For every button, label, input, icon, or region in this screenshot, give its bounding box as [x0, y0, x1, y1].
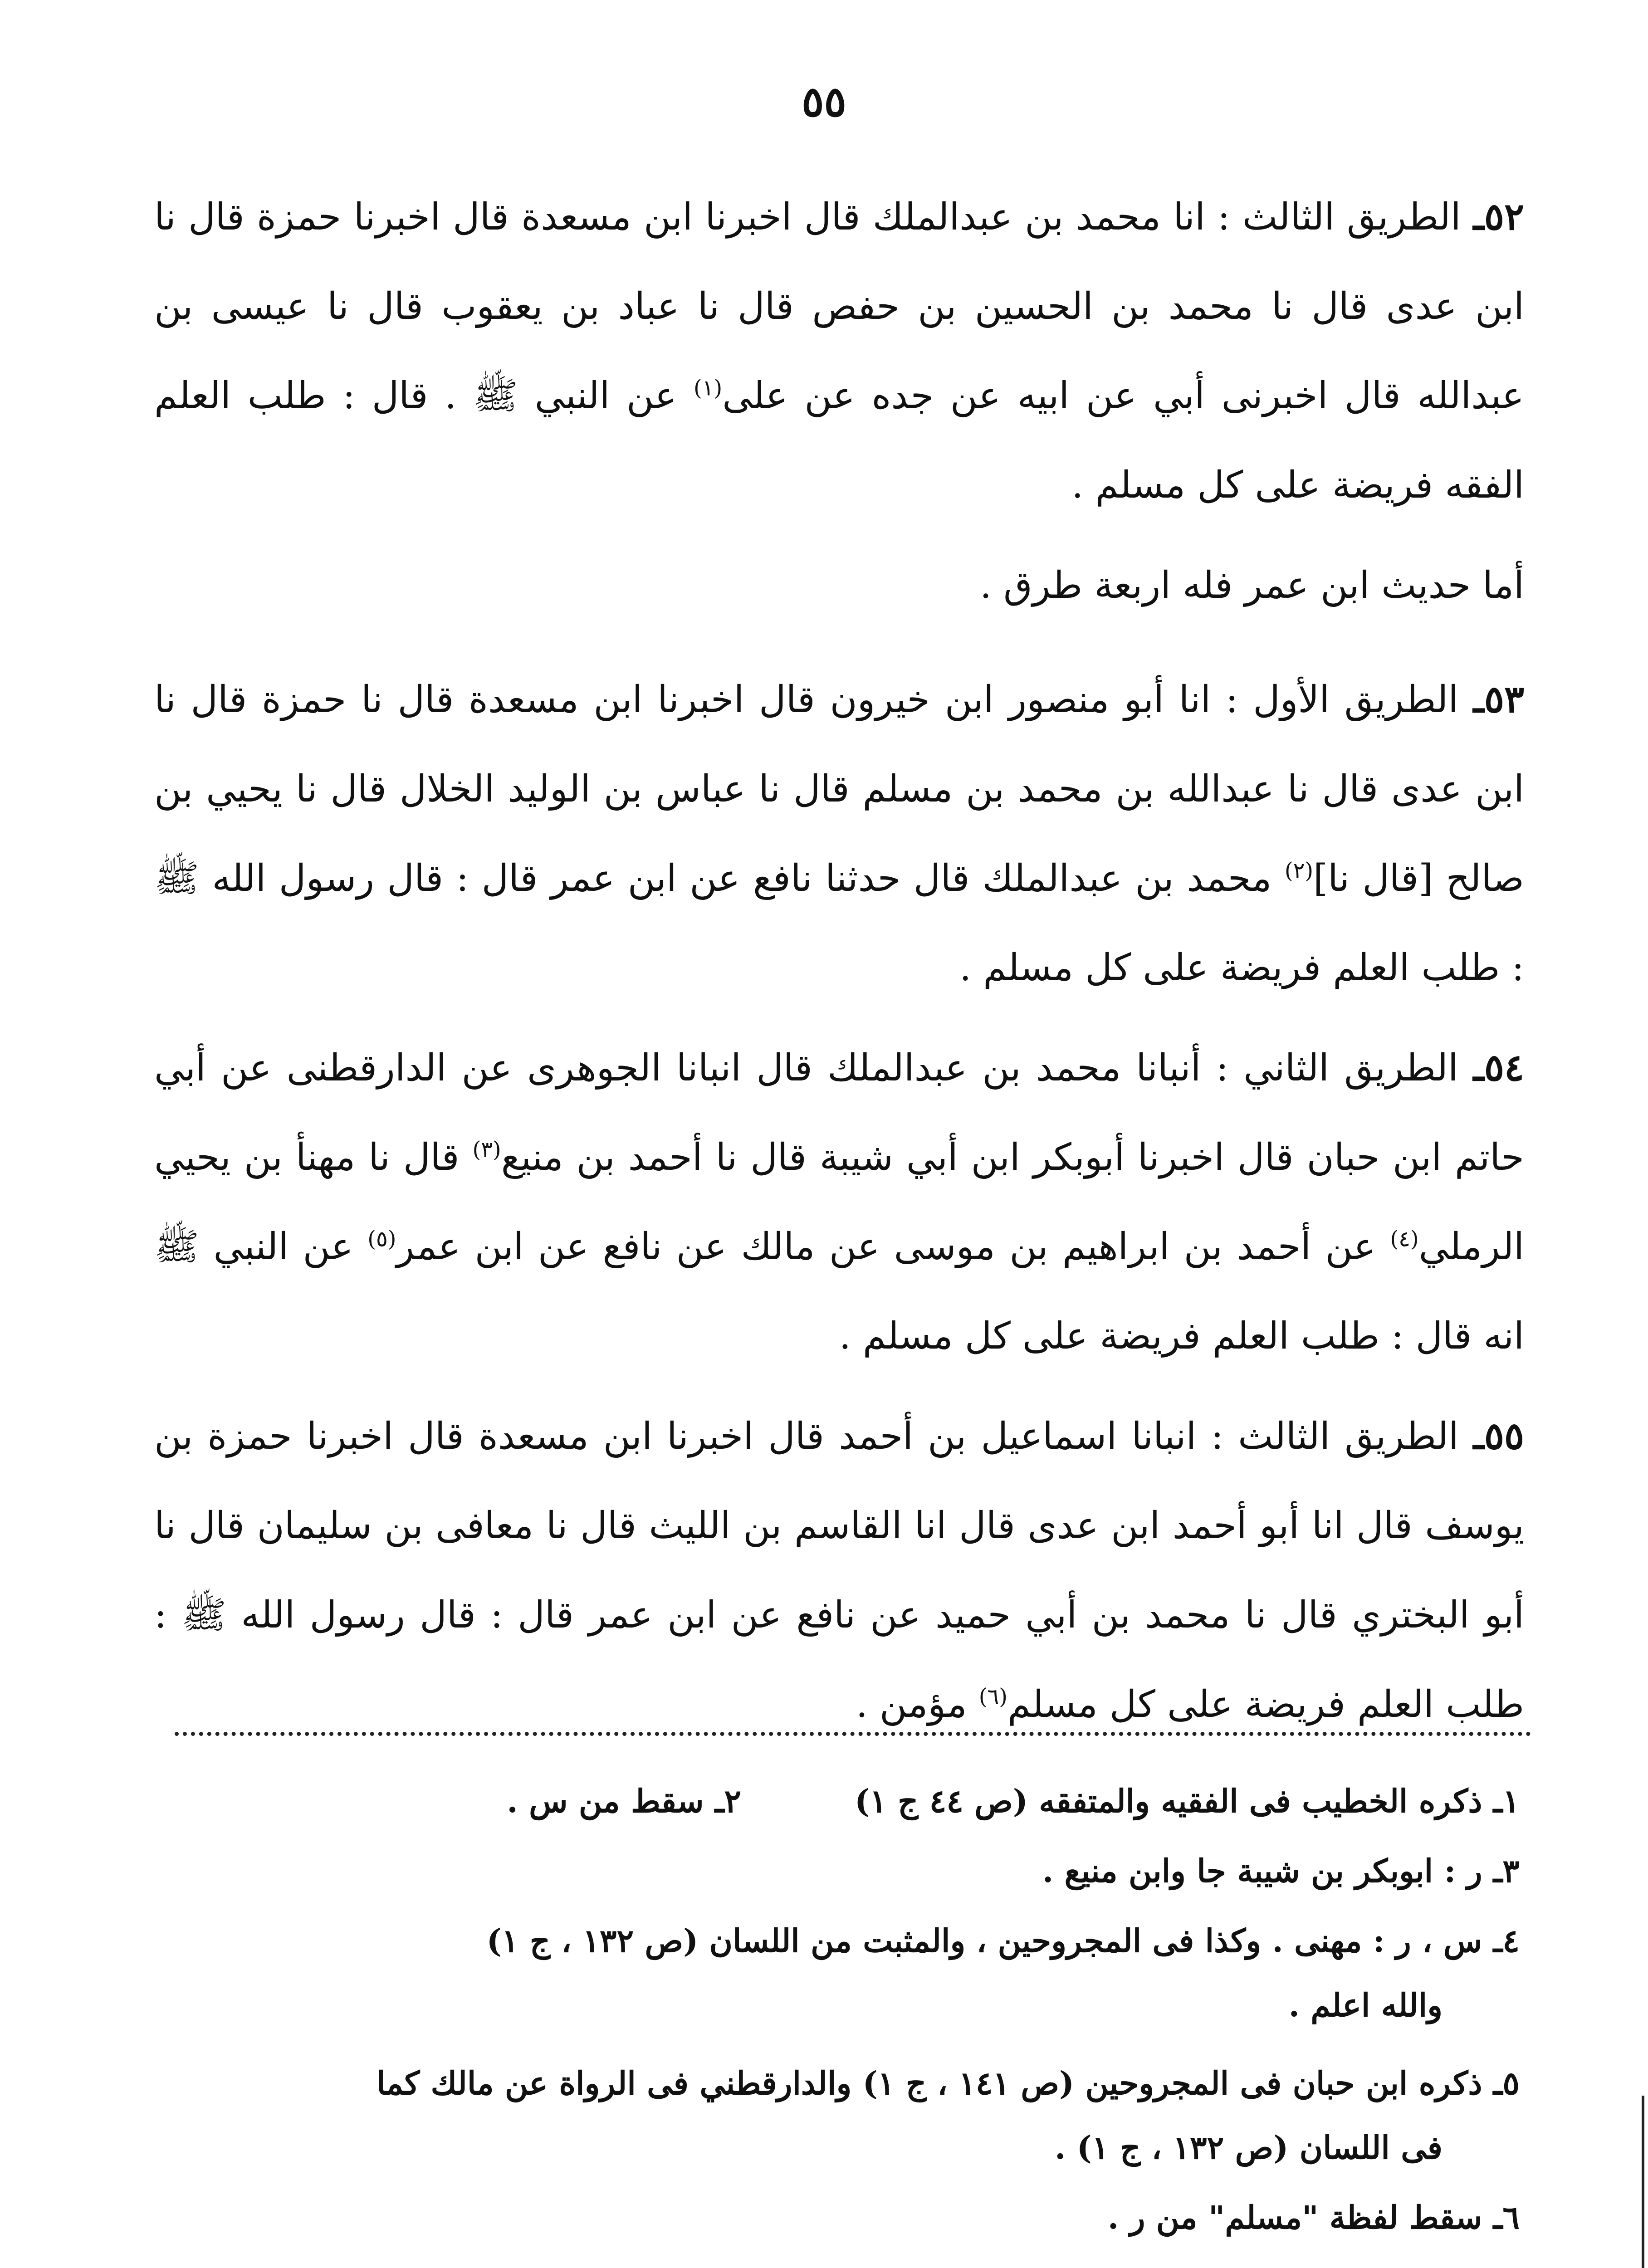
paragraph-text-continued: عن النبي ﷺ . قال : طلب العلم الفقه فريضة على كل مسلم . [154, 374, 1524, 507]
footnote-separator [175, 1732, 1531, 1736]
footnote-3-text: ٣ـ ر : ابوبكر بن شيبة جا وابن منيع . [1042, 1852, 1520, 1890]
footnote-ref: (٣) [472, 1137, 501, 1163]
footnote-5-line-2: فى اللسان (ص ١٣٢ ، ج ١) . [1055, 2129, 1443, 2166]
paragraph-text-continued: مؤمن . [856, 1683, 979, 1726]
footnote-5 [154, 2051, 1520, 2180]
footnote-ref: (٤) [1390, 1226, 1419, 1252]
paragraph-number: ٥٥ـ [1473, 1414, 1524, 1458]
paragraph-text: الطريق الثالث : انبانا اسماعيل بن أحمد قال اخبرنا ابن مسعدة قال اخبرنا حمزة بن يوسف قال انا أبو أحمد ابن عدى قال انا القاسم بن الليث قال نا معافى بن سليمان قال نا أبو البختري قال نا محمد بن أبي حميد عن نافع عن ابن عمر قال : قال رسول الله ﷺ : طلب العلم فريضة على كل مسلم [154, 1415, 1524, 1726]
paragraph-text-continued: عن النبي ﷺ انه قال : طلب العلم فريضة على كل مسلم . [154, 1225, 1524, 1358]
paragraph-number: ٥٣ـ [1473, 678, 1524, 721]
paragraph-55 [154, 1392, 1524, 1749]
footnote-6-text: ٦ـ سقط لفظة "مسلم" من ر . [1107, 2199, 1520, 2236]
paragraph-52 [154, 172, 1524, 530]
footnote-3 [154, 1839, 1520, 1903]
paragraph-text: الطريق الثالث : انا محمد بن عبدالملك قال اخبرنا ابن مسعدة قال اخبرنا حمزة قال نا ابن عدى قال نا محمد بن الحسين بن حفص قال نا عباد بن يعقوب قال نا عيسى بن عبدالله قال اخبرنى أبي عن ابيه عن جده عن على [154, 196, 1524, 417]
paragraph-54 [154, 1023, 1524, 1381]
paragraph-number: ٥٢ـ [1473, 195, 1524, 239]
paragraph-53 [154, 655, 1524, 1012]
footnote-1-2 [154, 1769, 1520, 1833]
paragraph-text-continued: قال نا مهنأ بن يحيي الرملي [154, 1136, 1525, 1268]
footnote-5-line-1: ٥ـ ذكره ابن حبان فى المجروحين (ص ١٤١ ، ج ١) والدارقطني فى الرواة عن مالك كما [377, 2064, 1520, 2102]
footnotes [154, 1769, 1520, 2250]
paragraph-text-continued: محمد بن عبدالملك قال حدثنا نافع عن ابن عمر قال : قال رسول الله ﷺ : طلب العلم فريضة على كل مسلم . [154, 857, 1524, 989]
scan-edge-mark [1642, 2096, 1644, 2268]
footnote-gap [741, 1769, 855, 1833]
intro-text: أما حديث ابن عمر فله اربعة طرق . [979, 564, 1524, 607]
footnote-2: ٢ـ سقط من س . [507, 1782, 742, 1820]
paragraph-text: الطريق الأول : انا أبو منصور ابن خيرون قال اخبرنا ابن مسعدة قال نا حمزة قال نا ابن عدى قال نا عبدالله بن محمد بن مسلم قال نا عباس بن الوليد الخلال قال نا يحيي بن صالح [قال نا] [154, 678, 1524, 900]
footnote-1: ١ـ ذكره الخطيب فى الفقيه والمتفقه (ص ٤٤ ج ١) [855, 1782, 1520, 1820]
paragraph-text-continued: عن أحمد بن ابراهيم بن موسى عن مالك عن نافع عن ابن عمر [396, 1225, 1390, 1268]
paragraph-number: ٥٤ـ [1473, 1046, 1524, 1090]
main-text [154, 172, 1524, 1749]
paragraph-text: الطريق الثاني : أنبانا محمد بن عبدالملك قال انبانا الجوهرى عن الدارقطنى عن أبي حاتم ابن حبان قال اخبرنا أبوبكر ابن أبي شيبة قال نا أحمد بن منيع [154, 1046, 1524, 1179]
footnote-6 [154, 2185, 1520, 2250]
footnote-4-line-1: ٤ـ س ، ر : مهنى . وكذا فى المجروحين ، والمثبت من اللسان (ص ١٣٢ ، ج ١) [486, 1922, 1520, 1960]
footnote-ref: (١) [694, 375, 723, 401]
paragraph-intro [154, 541, 1524, 630]
footnote-4-line-2: والله اعلم . [1288, 1986, 1443, 2024]
footnote-4 [154, 1909, 1520, 2038]
footnote-ref: (٦) [978, 1684, 1007, 1710]
footnote-ref: (٢) [1284, 858, 1314, 884]
page-number: ٥٥ [802, 77, 846, 126]
footnote-ref: (٥) [367, 1226, 396, 1252]
